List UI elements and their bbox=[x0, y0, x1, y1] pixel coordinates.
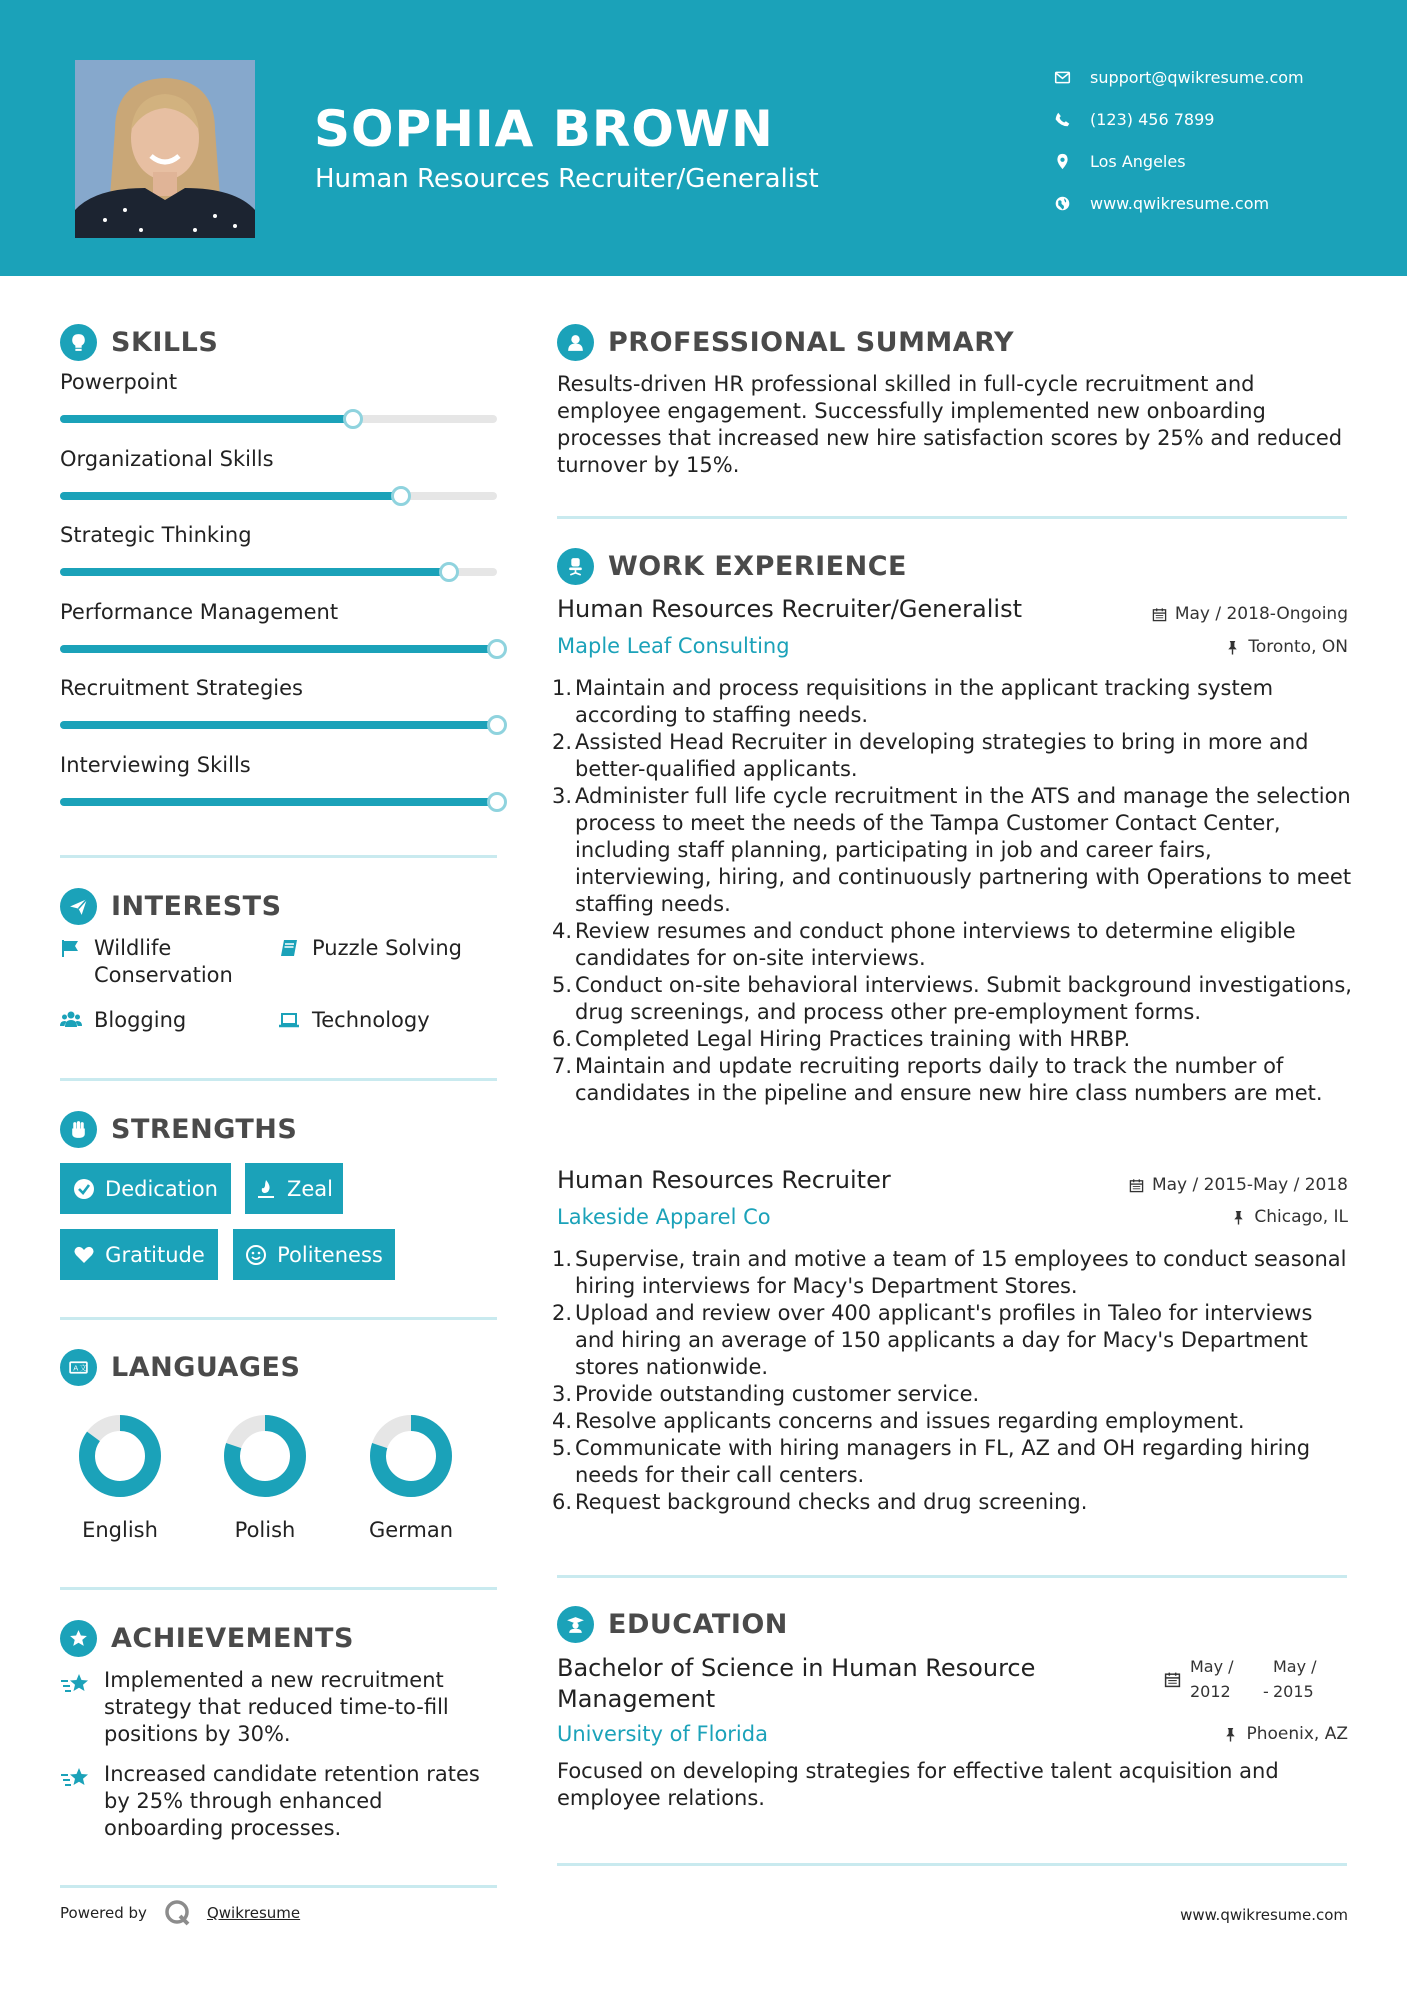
skill-bar-knob bbox=[487, 639, 507, 659]
end-year: 2015 bbox=[1273, 1682, 1314, 1701]
contact-location-text: Los Angeles bbox=[1090, 151, 1186, 171]
interest-label: Blogging bbox=[94, 1008, 187, 1032]
language-item bbox=[195, 1412, 335, 1542]
skill-bar bbox=[60, 492, 497, 500]
users-icon bbox=[60, 1010, 82, 1037]
book-icon bbox=[278, 938, 300, 965]
job-responsibilities bbox=[552, 1246, 1352, 1516]
strength-tag bbox=[245, 1163, 343, 1214]
skill-name: Interviewing Skills bbox=[60, 752, 251, 777]
job-title: Human Resources Recruiter/Generalist bbox=[557, 595, 1022, 623]
skill-bar-fill bbox=[60, 645, 497, 653]
globe-icon bbox=[1054, 195, 1090, 212]
shooting-star-icon bbox=[60, 1671, 92, 1703]
skill-bar-knob bbox=[487, 715, 507, 735]
summary-heading bbox=[557, 324, 1014, 361]
interest-item bbox=[278, 935, 498, 965]
school-name: University of Florida bbox=[557, 1722, 768, 1746]
language-gauge bbox=[76, 1412, 164, 1500]
job-location-text: Chicago, IL bbox=[1254, 1207, 1348, 1227]
contact-phone[interactable] bbox=[1054, 98, 1304, 140]
list-item: 7. Maintain and update recruiting reports daily to track the number of candidates in the pipeline and ensure new hire class numbers are met. bbox=[552, 1054, 1323, 1105]
company-name: Maple Leaf Consulting bbox=[557, 634, 790, 658]
phone-icon bbox=[1054, 111, 1090, 128]
list-item: 3. Administer full life cycle recruitment in the ATS and manage the selection process to meet the needs of the Tampa Customer Contact Center, including staff planning, participating in job and career fairs, interviewing, hiring, and continuously partnering with Operations to meet staffing needs. bbox=[552, 784, 1352, 916]
strength-label: Politeness bbox=[277, 1242, 383, 1267]
profile-photo bbox=[75, 60, 255, 238]
skill-name: Performance Management bbox=[60, 599, 339, 624]
shooting-star-icon bbox=[60, 1765, 92, 1797]
experience-title: WORK EXPERIENCE bbox=[608, 551, 907, 582]
calendar-icon bbox=[1152, 607, 1167, 622]
laptop-icon bbox=[278, 1010, 300, 1037]
candidate-role: Human Resources Recruiter/Generalist bbox=[315, 164, 819, 194]
section-divider bbox=[557, 516, 1347, 519]
qwikresume-logo-icon bbox=[163, 1898, 193, 1928]
contact-email[interactable] bbox=[1054, 56, 1304, 98]
language-gauge bbox=[367, 1412, 455, 1500]
skill-bar bbox=[60, 721, 497, 729]
list-item: 5. Conduct on-site behavioral interviews. Submit background investigations, drug screenings, and process other pre-employment forms. bbox=[552, 973, 1352, 1024]
star-badge-icon bbox=[60, 1620, 97, 1657]
achievements-title: ACHIEVEMENTS bbox=[111, 1623, 354, 1654]
responsibility-text: Supervise, train and motive a team of 15 employees to conduct seasonal hiring interviews for Macy's Department Stores. bbox=[575, 1247, 1347, 1298]
strength-label: Zeal bbox=[286, 1176, 333, 1201]
interest-item bbox=[60, 935, 250, 989]
candidate-name: SOPHIA BROWN bbox=[314, 100, 774, 158]
user-icon bbox=[557, 324, 594, 361]
responsibility-text: Maintain and process requisitions in the applicant tracking system according to staffing needs. bbox=[575, 676, 1274, 727]
skill-bar-fill bbox=[60, 568, 449, 576]
language-name: English bbox=[82, 1518, 158, 1542]
education-description: Focused on developing strategies for effective talent acquisition and employee relations. bbox=[557, 1759, 1279, 1810]
education-end-date bbox=[1273, 1654, 1317, 1704]
section-divider bbox=[557, 1575, 1347, 1578]
skill-name: Recruitment Strategies bbox=[60, 676, 303, 700]
envelope-icon bbox=[1054, 69, 1090, 86]
strength-tag bbox=[60, 1163, 231, 1214]
skill-bar bbox=[60, 568, 497, 576]
calendar-icon bbox=[1164, 1671, 1181, 1688]
summary-text: Results-driven HR professional skilled in full-cycle recruitment and employee engagement. Successfully implemented new onboarding processes that increased new hire satisfaction scores by 25% and reduced turnover by 15%. bbox=[557, 372, 1343, 477]
skill-item bbox=[60, 523, 500, 600]
degree-title: Bachelor of Science in Human Resource Management bbox=[557, 1654, 1036, 1713]
skill-bar bbox=[60, 798, 497, 806]
skill-name: Strategic Thinking bbox=[60, 523, 252, 547]
list-item: 5. Communicate with hiring managers in FL, AZ and OH regarding hiring needs for their call centers. bbox=[552, 1436, 1311, 1487]
skills-heading bbox=[60, 324, 218, 361]
interests-heading bbox=[60, 888, 282, 925]
language-name: German bbox=[368, 1518, 454, 1542]
strength-label: Gratitude bbox=[105, 1242, 205, 1267]
list-item: 1. Maintain and process requisitions in the applicant tracking system according to staffing needs. bbox=[552, 676, 1274, 727]
list-item: 6. Completed Legal Hiring Practices training with HRBP. bbox=[552, 1027, 1131, 1051]
strengths-title: STRENGTHS bbox=[111, 1114, 298, 1145]
start-year: 2012 bbox=[1190, 1682, 1231, 1701]
interests-title: INTERESTS bbox=[111, 891, 282, 922]
list-item: 1. Supervise, train and motive a team of 15 employees to conduct seasonal hiring interviews for Macy's Department Stores. bbox=[552, 1247, 1347, 1298]
achievement-text: Increased candidate retention rates by 25% through enhanced onboarding processes. bbox=[104, 1762, 480, 1840]
job-dates-text: May / 2015-May / 2018 bbox=[1151, 1175, 1348, 1195]
summary-title: PROFESSIONAL SUMMARY bbox=[608, 327, 1015, 358]
strength-label: Dedication bbox=[105, 1176, 218, 1201]
responsibility-text: Request background checks and drug screening. bbox=[575, 1490, 1088, 1514]
contact-website-text: www.qwikresume.com bbox=[1090, 193, 1270, 213]
responsibility-text: Maintain and update recruiting reports daily to track the number of candidates in the pipeline and ensure new hire class numbers are met. bbox=[575, 1054, 1323, 1105]
contact-list bbox=[1054, 56, 1304, 224]
skill-bar-fill bbox=[60, 415, 353, 423]
skill-bar bbox=[60, 645, 497, 653]
skill-item bbox=[60, 447, 500, 524]
section-divider bbox=[60, 1587, 497, 1590]
responsibility-text: Provide outstanding customer service. bbox=[575, 1382, 980, 1406]
list-item: 4. Resolve applicants concerns and issues regarding employment. bbox=[552, 1409, 1245, 1433]
skill-bar-knob bbox=[439, 562, 459, 582]
achievements-heading bbox=[60, 1620, 354, 1657]
office-chair-icon bbox=[557, 548, 594, 585]
languages-title: LANGUAGES bbox=[111, 1352, 301, 1383]
job-location bbox=[1231, 1207, 1348, 1227]
responsibility-text: Upload and review over 400 applicant's profiles in Taleo for interviews and hiring an average of 150 applicants a day for Macy's Department stores nationwide. bbox=[575, 1301, 1313, 1379]
skill-item bbox=[60, 676, 500, 753]
list-item: 2. Assisted Head Recruiter in developing strategies to bring in more and better-qualified applicants. bbox=[552, 730, 1309, 781]
pushpin-icon bbox=[1223, 1727, 1238, 1742]
language-item bbox=[341, 1412, 481, 1542]
flame-icon bbox=[255, 1178, 277, 1200]
section-divider bbox=[60, 855, 497, 858]
education-heading bbox=[557, 1606, 788, 1643]
skill-bar bbox=[60, 415, 497, 423]
skill-name: Organizational Skills bbox=[60, 446, 274, 471]
resume-header bbox=[0, 0, 1407, 276]
paper-plane-icon bbox=[60, 888, 97, 925]
fist-icon bbox=[60, 1111, 97, 1148]
heart-icon bbox=[73, 1244, 95, 1266]
skill-bar-fill bbox=[60, 798, 497, 806]
section-divider bbox=[557, 1863, 1347, 1866]
skill-item bbox=[60, 600, 500, 677]
lightbulb-icon bbox=[60, 324, 97, 361]
end-month: May / bbox=[1273, 1657, 1317, 1676]
portrait-image bbox=[75, 60, 255, 238]
responsibility-text: Review resumes and conduct phone interviews to determine eligible candidates for on-site interviews. bbox=[575, 919, 1296, 970]
achievement-item bbox=[60, 1761, 500, 1842]
responsibility-text: Resolve applicants concerns and issues regarding employment. bbox=[575, 1409, 1245, 1433]
language-gauge bbox=[221, 1412, 309, 1500]
job-dates bbox=[1152, 604, 1348, 624]
responsibility-text: Conduct on-site behavioral interviews. Submit background investigations, drug screenings, and process other pre-employment forms. bbox=[575, 973, 1352, 1024]
responsibility-text: Assisted Head Recruiter in developing strategies to bring in more and better-qualified applicants. bbox=[575, 730, 1309, 781]
footer-website[interactable]: www.qwikresume.com bbox=[1180, 1906, 1348, 1924]
pushpin-icon bbox=[1225, 640, 1240, 655]
skill-bar-knob bbox=[487, 792, 507, 812]
smile-icon bbox=[245, 1244, 267, 1266]
interest-item bbox=[60, 1007, 250, 1037]
company-name: Lakeside Apparel Co bbox=[557, 1205, 771, 1229]
education-location-text: Phoenix, AZ bbox=[1246, 1724, 1348, 1744]
section-divider bbox=[60, 1885, 497, 1888]
skill-name: Powerpoint bbox=[60, 370, 178, 394]
skills-title: SKILLS bbox=[111, 327, 219, 358]
powered-by bbox=[60, 1898, 300, 1928]
job-title: Human Resources Recruiter bbox=[557, 1166, 891, 1194]
job-responsibilities bbox=[552, 675, 1352, 1107]
powered-by-label: Powered by bbox=[60, 1904, 147, 1922]
flag-icon bbox=[60, 938, 82, 965]
language-name: Polish bbox=[234, 1518, 296, 1542]
education-location bbox=[1223, 1724, 1348, 1744]
graduate-icon bbox=[557, 1606, 594, 1643]
achievement-text: Implemented a new recruitment strategy that reduced time-to-fill positions by 30%. bbox=[104, 1668, 449, 1746]
job-dates bbox=[1129, 1175, 1348, 1195]
pushpin-icon bbox=[1231, 1210, 1246, 1225]
calendar-icon bbox=[1129, 1178, 1144, 1193]
achievement-item bbox=[60, 1667, 500, 1748]
education-start-date bbox=[1190, 1654, 1234, 1704]
strength-tag bbox=[60, 1229, 218, 1280]
language-item bbox=[50, 1412, 190, 1542]
check-circle-icon bbox=[73, 1178, 95, 1200]
responsibility-text: Administer full life cycle recruitment in the ATS and manage the selection process to meet the needs of the Tampa Customer Contact Center, including staff planning, participating in job and career fairs, interviewing, hiring, and continuously partnering with Operations to meet staffing needs. bbox=[575, 784, 1352, 916]
strengths-heading bbox=[60, 1111, 297, 1148]
start-month: May / bbox=[1190, 1657, 1234, 1676]
interest-label: Puzzle Solving bbox=[312, 936, 462, 960]
responsibility-text: Communicate with hiring managers in FL, AZ and OH regarding hiring needs for their call centers. bbox=[575, 1436, 1311, 1487]
skill-bar-knob bbox=[343, 409, 363, 429]
section-divider bbox=[60, 1317, 497, 1320]
svg-text:A: A bbox=[73, 1363, 79, 1373]
contact-phone-text: (123) 456 7899 bbox=[1090, 109, 1215, 129]
contact-website[interactable] bbox=[1054, 182, 1304, 224]
skill-item bbox=[60, 370, 500, 447]
map-pin-icon bbox=[1054, 153, 1090, 170]
skills-list bbox=[60, 370, 500, 829]
qwikresume-link[interactable]: Qwikresume bbox=[206, 1904, 301, 1922]
svg-text:文: 文 bbox=[79, 1363, 87, 1373]
education-title: EDUCATION bbox=[608, 1609, 788, 1640]
strength-tag bbox=[233, 1229, 395, 1280]
contact-location bbox=[1054, 140, 1304, 182]
job-location-text: Toronto, ON bbox=[1248, 637, 1348, 657]
list-item: 3. Provide outstanding customer service. bbox=[552, 1382, 980, 1406]
skill-bar-fill bbox=[60, 492, 401, 500]
list-item: 4. Review resumes and conduct phone interviews to determine eligible candidates for on-site interviews. bbox=[552, 919, 1296, 970]
job-location bbox=[1225, 637, 1348, 657]
interest-item bbox=[278, 1007, 498, 1037]
interest-label: Technology bbox=[312, 1008, 430, 1032]
list-item: 6. Request background checks and drug screening. bbox=[552, 1490, 1088, 1514]
responsibility-text: Completed Legal Hiring Practices training with HRBP. bbox=[575, 1027, 1131, 1051]
experience-heading bbox=[557, 548, 907, 585]
job-dates-text: May / 2018-Ongoing bbox=[1174, 604, 1348, 624]
skill-bar-knob bbox=[391, 486, 411, 506]
interest-label: Wildlife Conservation bbox=[94, 936, 233, 987]
contact-email-text: support@qwikresume.com bbox=[1090, 67, 1304, 87]
section-divider bbox=[60, 1078, 497, 1081]
languages-heading bbox=[60, 1349, 300, 1386]
skill-item bbox=[60, 753, 500, 830]
skill-bar-fill bbox=[60, 721, 497, 729]
list-item: 2. Upload and review over 400 applicant's profiles in Taleo for interviews and hiring an average of 150 applicants a day for Macy's Department stores nationwide. bbox=[552, 1301, 1313, 1379]
education-date-separator: - bbox=[1263, 1682, 1269, 1701]
translate-icon bbox=[60, 1349, 97, 1386]
